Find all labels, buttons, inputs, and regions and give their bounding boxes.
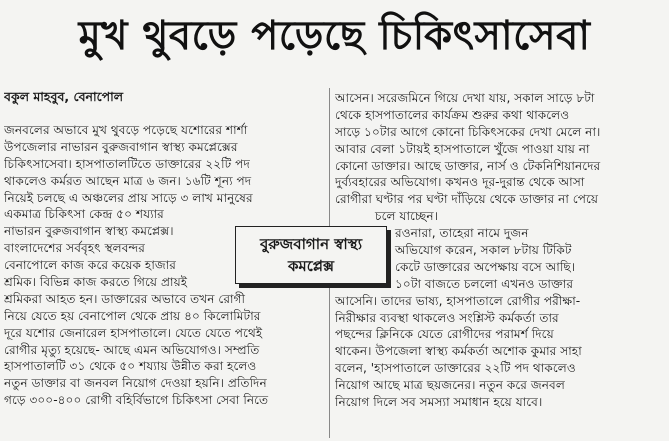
body-line: ১০টা বাজতে চললো এখনও ডাক্তার: [395, 276, 574, 291]
body-line: নিয়েই চলছে এ অঞ্চলের প্রায় সাড়ে ৩ লাখ মানুষের: [4, 190, 253, 205]
body-line: থাকেন। উপজেলা স্বাস্থ্য কর্মকর্তা অশোক কুমার সাহা: [335, 344, 582, 359]
body-line: রওনারা, তাহেরা নামে দুজন: [395, 226, 529, 241]
body-line: সাড়ে ১০টার আগে কোনো চিকিৎসকের দেখা মেলে না।: [335, 124, 601, 139]
body-line: চিকিৎসাসেবা। হাসপাতালটিতে ডাক্তারের ২২টি পদ: [4, 156, 250, 171]
pull-quote-line: কমপ্লেক্স: [287, 257, 335, 275]
body-line: বেনাপোলে কাজ করে কয়েক হাজার: [4, 258, 177, 273]
body-line: পছন্দের ক্লিনিকে যেতে রোগীদের পরামর্শ দিয়ে: [335, 327, 554, 342]
headline: মুখ থুবড়ে পড়েছে চিকিৎসাসেবা: [78, 13, 591, 59]
body-line: আসেনি। তাদের ভাষ্য, হাসপাতালে রোগীর পরীক্ষা-: [335, 293, 581, 308]
body-line: বাংলাদেশের সর্ববৃহৎ স্থলবন্দর: [4, 241, 145, 256]
body-line: দূরে যশোর জেনারেল হাসপাতালে। যেতে যেতে পথেই: [4, 325, 263, 340]
body-line: নিয়ে যেতে হয় বেনাপোল থেকে প্রায় ৪০ কিলোমিটার: [4, 308, 261, 323]
body-line: আবার বেলা ১টায়ই হাসপাতালে খুঁজে পাওয়া যায় না: [335, 141, 590, 156]
body-line: উপজেলার নাভারন বুরুজবাগান স্বাস্থ্য কমপ্লেক্সের: [4, 139, 238, 154]
body-line: থেকে হাসপাতালের কার্যক্রম শুরুর কথা থাকলেও: [335, 107, 570, 122]
body-line: থাকলেও কর্মরত আছেন মাত্র ৬ জন। ১৬টি শূন্য পদ: [4, 173, 252, 188]
body-line: নতুন ডাক্তার বা জনবল নিয়োগ দেওয়া হয়নি। প্রতিদিন: [4, 376, 267, 391]
body-line: শ্রমিক। বিভিন্ন কাজ করতে গিয়ে প্রায়ই: [4, 275, 188, 290]
body-line: গড়ে ৩০০-৪০০ রোগী বহির্বিভাগে চিকিৎসা সেবা নিতে: [4, 393, 269, 408]
body-line: একমাত্র চিকিৎসা কেন্দ্র ৫০ শয্যার: [4, 207, 164, 222]
body-line: নিয়োগ দিলে সব সমস্যা সমাধান হয়ে যাবে।: [335, 395, 543, 410]
body-line: নাভারন বুরুজবাগান স্বাস্থ্য কমপ্লেক্স।: [4, 224, 174, 239]
body-line: চলে যাচ্ছেন।: [375, 209, 439, 224]
pull-quote-line: বুরুজবাগান স্বাস্থ্য: [259, 235, 363, 253]
body-line: রোগীর মৃত্যু হয়েছে- আছে এমন অভিযোগও। সম্প্রতি: [4, 342, 260, 357]
body-line: কোনো ডাক্তার। আছে ডাক্তার, নার্স ও টেকনিশিয়ানদের: [335, 158, 601, 173]
body-line: রোগীরা ঘণ্টার পর ঘণ্টা দাঁড়িয়ে থেকে ডাক্তার না পেয়ে: [335, 192, 599, 207]
pull-quote-box: [235, 226, 387, 284]
body-line: হাসপাতালটি ৩১ থেকে ৫০ শয্যায় উন্নীত করা হলেও: [4, 359, 257, 374]
body-line: নিরীক্ষার ব্যবস্থা থাকলেও সংশ্লিস্ট কর্মকর্তা তার: [335, 310, 559, 325]
body-line: অভিযোগ করেন, সকাল ৮টায় টিকিট: [395, 243, 572, 258]
byline: বকুল মাহবুব, বেনাপোল: [4, 89, 124, 104]
body-line: জনবলের অভাবে মুখ থুবড়ে পড়েছে যশোরের শার্শা: [4, 123, 248, 137]
body-line: দুর্ব্যবহারের অভিযোগ। কখনও দূর-দুরান্ত থেকে আসা: [335, 175, 585, 190]
body-line: নিয়োগ আছে মাত্র ছয়জনের। নতুন করে জনবল: [335, 378, 565, 393]
body-line: বলেন, 'হাসপাতালে ডাক্তারের ২২টি পদ থাকলেও: [335, 361, 576, 376]
body-line: আসেন। সরেজমিনে গিয়ে দেখা যায়, সকাল সাড়ে ৮টা: [335, 91, 595, 105]
body-line: শ্রমিকরা আহত হন। ডাক্তারের অভাবে তখন রোগী: [4, 291, 246, 306]
body-line: কেটে ডাক্তারের অপেক্ষায় বসে আছি।: [395, 259, 576, 274]
